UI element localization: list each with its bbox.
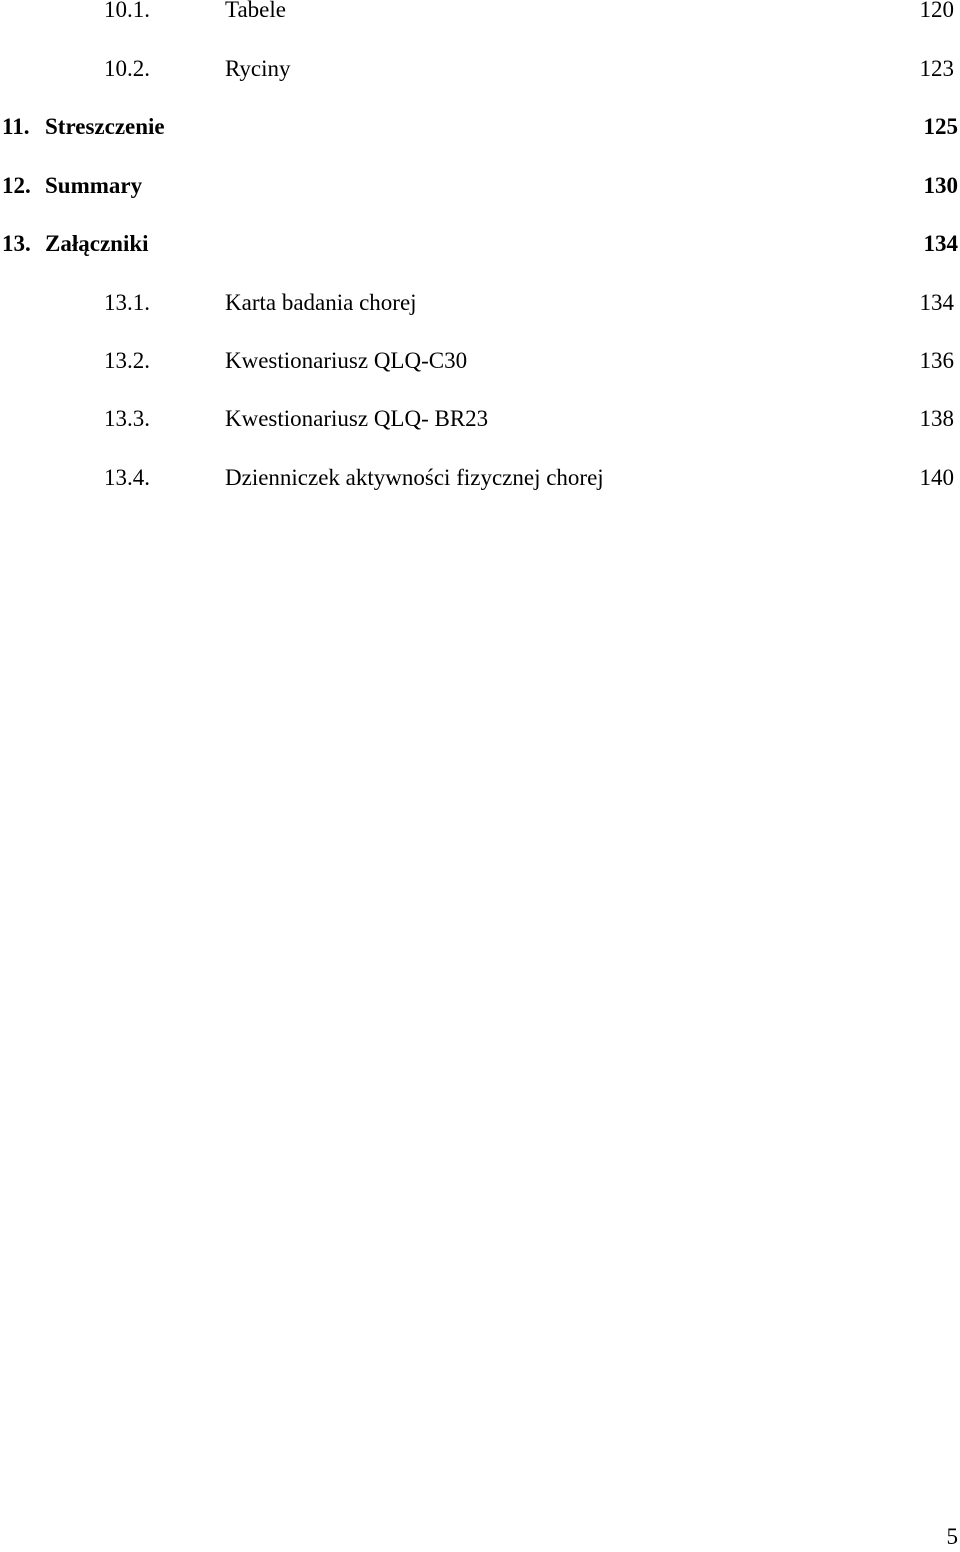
toc-entry-page: 130	[923, 173, 958, 198]
toc-entry-page: 123	[919, 56, 954, 81]
toc-entry-10-2	[0, 54, 960, 84]
toc-entry-page: 138	[919, 406, 954, 431]
toc-entry-13	[0, 229, 960, 259]
page-number: 5	[946, 1524, 958, 1549]
toc-entry-13-2	[0, 346, 960, 376]
toc-entry-number: 10.1.	[104, 0, 150, 22]
toc-entry-13-3	[0, 404, 960, 434]
toc-entry-title: Karta badania chorej	[225, 290, 417, 315]
toc-entry-page: 125	[923, 114, 958, 139]
toc-entry-number: 11.	[2, 114, 30, 139]
toc-entry-page: 134	[919, 290, 954, 315]
toc-entry-13-1	[0, 288, 960, 318]
toc-entry-10-1	[0, 0, 960, 25]
toc-entry-number: 13.2.	[104, 348, 150, 373]
toc-entry-11	[0, 112, 960, 142]
toc-entry-title: Ryciny	[225, 56, 291, 81]
toc-entry-page: 136	[919, 348, 954, 373]
toc-entry-title: Dzienniczek aktywności fizycznej chorej	[225, 465, 604, 490]
toc-entry-title: Tabele	[225, 0, 286, 22]
toc-entry-number: 10.2.	[104, 56, 150, 81]
toc-entry-number: 12.	[2, 173, 31, 198]
toc-entry-title: Kwestionariusz QLQ-C30	[225, 348, 468, 373]
toc-entry-number: 13.4.	[104, 465, 150, 490]
toc-entry-page: 120	[919, 0, 954, 22]
toc-entry-title: Kwestionariusz QLQ- BR23	[225, 406, 489, 431]
toc-entry-number: 13.3.	[104, 406, 150, 431]
toc-entry-12	[0, 171, 960, 201]
toc-entry-title: Załączniki	[45, 231, 149, 256]
toc-entry-number: 13.1.	[104, 290, 150, 315]
toc-entry-page: 134	[923, 231, 958, 256]
toc-entry-13-4	[0, 463, 960, 493]
toc-entry-number: 13.	[2, 231, 31, 256]
toc-entry-title: Streszczenie	[45, 114, 165, 139]
toc-entry-title: Summary	[45, 173, 143, 198]
toc-entry-page: 140	[919, 465, 954, 490]
